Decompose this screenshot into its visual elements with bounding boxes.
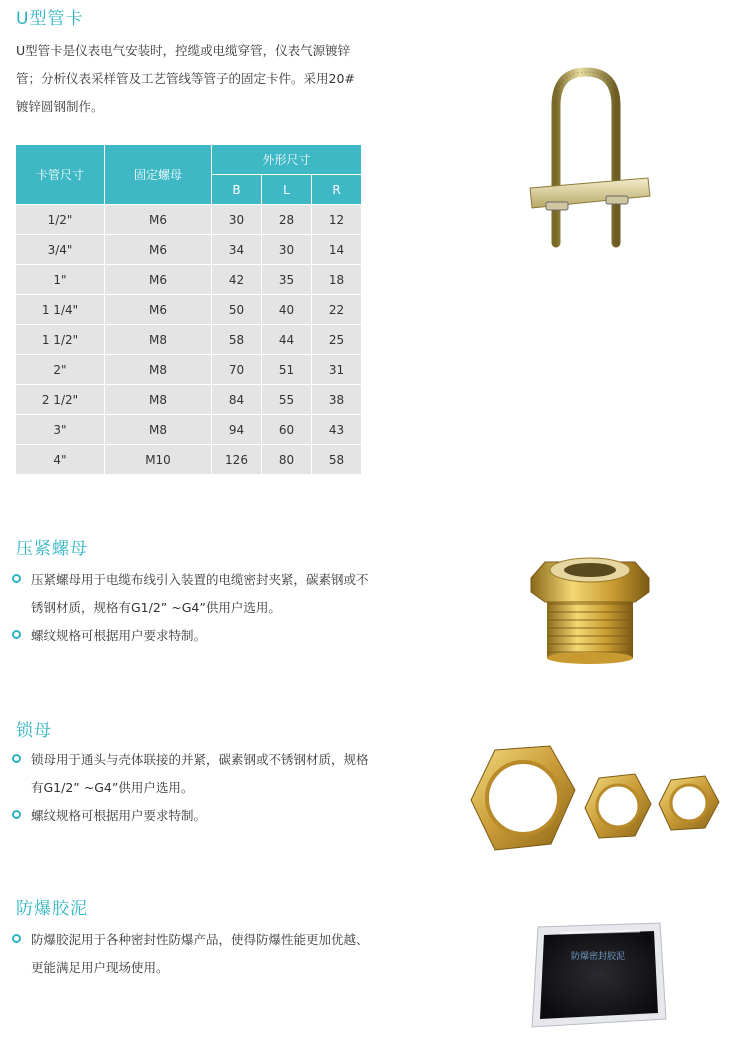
cell-l: 51 xyxy=(262,355,312,385)
cell-r: 25 xyxy=(312,325,362,355)
cell-r: 31 xyxy=(312,355,362,385)
cell-b: 30 xyxy=(212,205,262,235)
bullet-circle-icon xyxy=(12,754,21,763)
cell-b: 58 xyxy=(212,325,262,355)
header-dimensions: 外形尺寸 xyxy=(212,145,362,175)
table-row xyxy=(16,385,362,415)
compression-nut-bullets xyxy=(12,566,372,650)
cell-l: 60 xyxy=(262,415,312,445)
cell-b: 50 xyxy=(212,295,262,325)
bullet-circle-icon xyxy=(12,630,21,639)
cell-l: 35 xyxy=(262,265,312,295)
header-dim-l: L xyxy=(262,175,312,205)
ubolt-spec-table xyxy=(15,144,362,475)
section-title-ubolt: U型管卡 xyxy=(16,9,84,29)
bullet-circle-icon xyxy=(12,574,21,583)
section-title-compression-nut: 压紧螺母 xyxy=(16,539,88,559)
lock-nut-bullets xyxy=(12,746,372,830)
cell-b: 126 xyxy=(212,445,262,475)
list-item: 锁母用于通头与壳体联接的并紧，碳素钢或不锈钢材质，规格有G1/2” ~G4”供用户选用。 xyxy=(12,746,372,802)
header-pipe-size: 卡管尺寸 xyxy=(16,145,105,205)
header-dim-r: R xyxy=(312,175,362,205)
bullet-circle-icon xyxy=(12,934,21,943)
cell-b: 34 xyxy=(212,235,262,265)
putty-bag-label: 防爆密封胶泥 xyxy=(570,952,626,962)
cell-nut: M6 xyxy=(105,205,212,235)
cell-l: 80 xyxy=(262,445,312,475)
table-row xyxy=(16,445,362,475)
lock-nuts-product-image xyxy=(465,740,730,860)
putty-bullets xyxy=(12,926,372,982)
list-item: 防爆胶泥用于各种密封性防爆产品，使得防爆性能更加优越、更能满足用户现场使用。 xyxy=(12,926,372,982)
list-item: 压紧螺母用于电缆布线引入装置的电缆密封夹紧，碳素钢或不锈钢材质，规格有G1/2” ~G4”供用户选用。 xyxy=(12,566,372,622)
cell-nut: M8 xyxy=(105,355,212,385)
cell-nut: M6 xyxy=(105,235,212,265)
cell-r: 14 xyxy=(312,235,362,265)
cell-size: 3" xyxy=(16,415,105,445)
cell-b: 94 xyxy=(212,415,262,445)
header-dim-b: B xyxy=(212,175,262,205)
list-item: 螺纹规格可根据用户要求特制。 xyxy=(12,802,372,830)
cell-r: 58 xyxy=(312,445,362,475)
cell-size: 1/2" xyxy=(16,205,105,235)
list-item: 螺纹规格可根据用户要求特制。 xyxy=(12,622,372,650)
table-row xyxy=(16,415,362,445)
table-row xyxy=(16,265,362,295)
cell-size: 2 1/2" xyxy=(16,385,105,415)
header-fixing-nut: 固定螺母 xyxy=(105,145,212,205)
ubolt-description: U型管卡是仪表电气安装时，控缆或电缆穿管，仪表气源镀锌管；分析仪表采样管及工艺管线等管子的固定卡件。采用20#镀锌圆钢制作。 xyxy=(16,43,355,114)
section-title-putty: 防爆胶泥 xyxy=(16,899,88,919)
bullet-circle-icon xyxy=(12,810,21,819)
putty-product-image xyxy=(520,915,670,1033)
cell-r: 22 xyxy=(312,295,362,325)
cell-l: 30 xyxy=(262,235,312,265)
cell-nut: M10 xyxy=(105,445,212,475)
compression-nut-product-image xyxy=(525,552,655,667)
cell-l: 55 xyxy=(262,385,312,415)
cell-l: 44 xyxy=(262,325,312,355)
cell-size: 4" xyxy=(16,445,105,475)
cell-size: 1" xyxy=(16,265,105,295)
cell-size: 3/4" xyxy=(16,235,105,265)
cell-size: 1 1/4" xyxy=(16,295,105,325)
cell-l: 28 xyxy=(262,205,312,235)
cell-size: 2" xyxy=(16,355,105,385)
cell-r: 43 xyxy=(312,415,362,445)
ubolt-product-image xyxy=(520,58,660,258)
table-row xyxy=(16,325,362,355)
cell-nut: M6 xyxy=(105,295,212,325)
cell-nut: M8 xyxy=(105,325,212,355)
cell-r: 12 xyxy=(312,205,362,235)
table-row xyxy=(16,205,362,235)
table-row xyxy=(16,355,362,385)
cell-r: 38 xyxy=(312,385,362,415)
cell-nut: M8 xyxy=(105,415,212,445)
cell-nut: M6 xyxy=(105,265,212,295)
cell-r: 18 xyxy=(312,265,362,295)
cell-b: 70 xyxy=(212,355,262,385)
cell-l: 40 xyxy=(262,295,312,325)
cell-nut: M8 xyxy=(105,385,212,415)
table-row xyxy=(16,295,362,325)
cell-size: 1 1/2" xyxy=(16,325,105,355)
section-title-lock-nut: 锁母 xyxy=(16,721,52,741)
cell-b: 84 xyxy=(212,385,262,415)
table-row xyxy=(16,235,362,265)
cell-b: 42 xyxy=(212,265,262,295)
